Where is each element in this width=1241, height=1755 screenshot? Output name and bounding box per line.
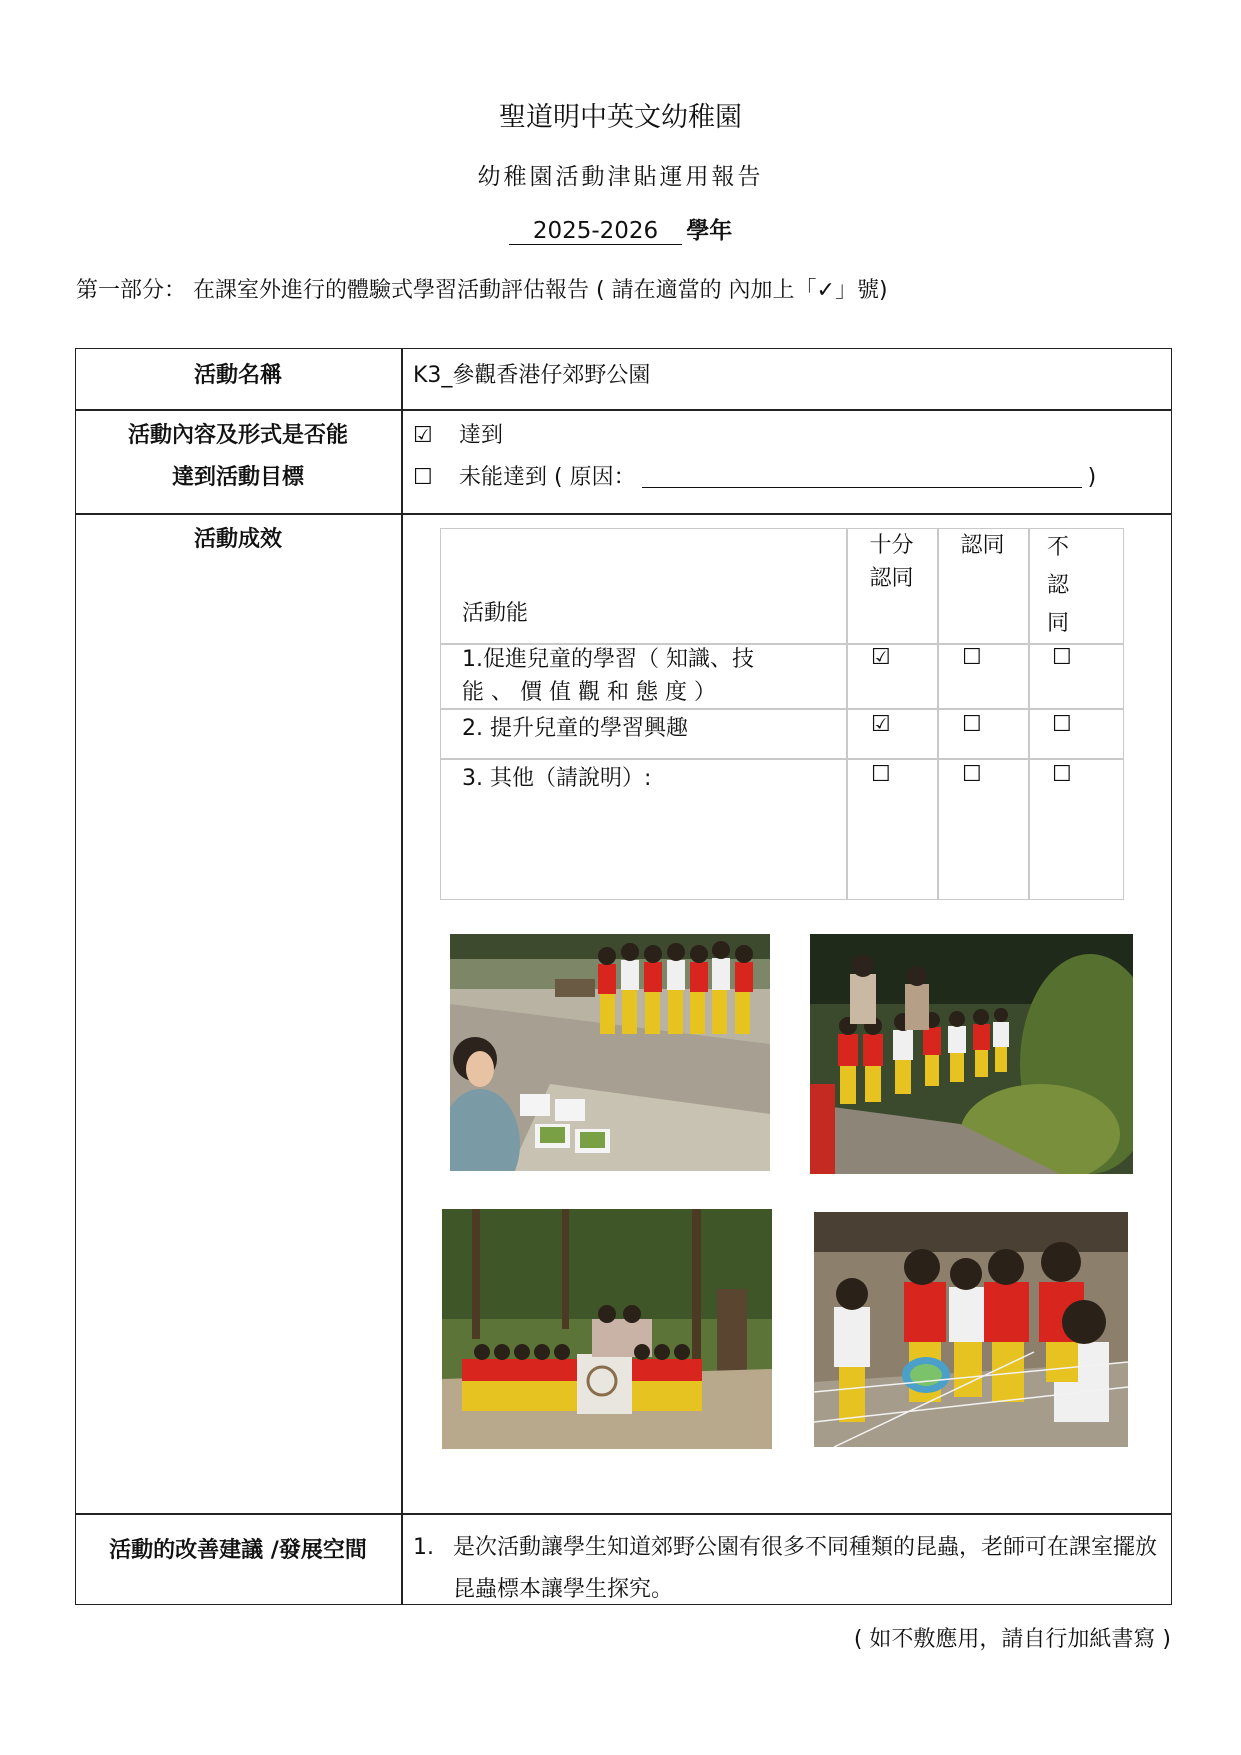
rating-row-divider-3 — [440, 758, 1124, 760]
col-strongly-agree-l1: 十分 — [869, 533, 914, 558]
row-1-disagree-checkbox[interactable]: ☐ — [1052, 645, 1072, 670]
table-column-divider — [401, 348, 403, 1605]
goal-label-line2: 達到活動目標 — [171, 465, 304, 490]
achieved-label: 達到 — [459, 423, 504, 448]
row-2-strongly-agree-checkbox[interactable]: ☑ — [871, 712, 891, 737]
activity-photo-4 — [814, 1212, 1128, 1447]
footer-note: ( 如不敷應用，請自行加紙書寫 ) — [853, 1627, 1171, 1652]
rating-row-2-label: 2. 提升兒童的學習興趣 — [462, 716, 688, 741]
col-strongly-agree — [846, 529, 937, 595]
not-achieved-checkbox[interactable]: ☐ — [413, 465, 433, 490]
improve-label: 活動的改善建議 /發展空間 — [109, 1538, 367, 1563]
activity-name-label: 活動名稱 — [193, 363, 282, 388]
activity-photo-1 — [450, 934, 770, 1171]
achieved-checkbox[interactable]: ☑ — [413, 423, 433, 448]
not-achieved-close: ) — [1087, 465, 1097, 490]
goal-label-line1: 活動內容及形式是否能 — [127, 423, 348, 448]
activity-photo-3 — [442, 1209, 772, 1449]
achieved-option — [413, 418, 503, 449]
rating-row-1-label — [462, 643, 754, 709]
rating-row-1-label-l1: 1.促進兒童的學習（ 知識、技 — [462, 647, 754, 672]
row-3-disagree-checkbox[interactable]: ☐ — [1052, 762, 1072, 787]
col-disagree-l1: 不 — [1046, 535, 1069, 560]
reason-blank-line[interactable] — [642, 465, 1082, 488]
school-year — [0, 212, 1241, 245]
rating-row-1-label-l2: 能 、 價 值 觀 和 態 度 ） — [462, 680, 716, 705]
improve-item-number: 1. — [413, 1535, 434, 1560]
row-1-strongly-agree-checkbox[interactable]: ☑ — [871, 645, 891, 670]
improve-item-1 — [413, 1527, 1163, 1611]
activity-photo-2 — [810, 934, 1133, 1174]
school-name: 聖道明中英文幼稚園 — [499, 102, 742, 133]
year-value: 2025-2026 — [509, 218, 682, 245]
part-title: 第一部分： 在課室外進行的體驗式學習活動評估報告 ( 請在適當的 內加上「✓」號) — [76, 278, 888, 303]
year-suffix: 學年 — [686, 218, 733, 244]
rating-col-divider-2 — [937, 528, 939, 900]
row-3-agree-checkbox[interactable]: ☐ — [962, 762, 982, 787]
not-achieved-label: 未能達到 ( 原因： — [459, 465, 636, 490]
improve-item-text: 是次活動讓學生知道郊野公園有很多不同種類的昆蟲，老師可在課室擺放昆蟲標本讓學生探究。 — [453, 1535, 1158, 1602]
col-disagree-l2: 認 — [1046, 573, 1069, 598]
rating-row-3-label: 3. 其他（請說明）: — [462, 766, 652, 791]
row-2-disagree-checkbox[interactable]: ☐ — [1052, 712, 1072, 737]
not-achieved-option — [413, 460, 1096, 491]
col-disagree-l3: 同 — [1046, 611, 1069, 636]
activity-name-value: K3_參觀香港仔郊野公園 — [413, 363, 651, 388]
row-2-agree-checkbox[interactable]: ☐ — [962, 712, 982, 737]
effect-label: 活動成效 — [193, 527, 282, 552]
row-divider-1 — [75, 409, 1172, 411]
row-1-agree-checkbox[interactable]: ☐ — [962, 645, 982, 670]
row-divider-2 — [75, 513, 1172, 515]
row-divider-3 — [75, 1513, 1172, 1515]
report-title: 幼稚園活動津貼運用報告 — [477, 164, 764, 190]
row-3-strongly-agree-checkbox[interactable]: ☐ — [871, 762, 891, 787]
col-disagree — [1028, 529, 1088, 643]
rating-corner-label: 活動能 — [462, 601, 529, 626]
col-strongly-agree-l2: 認同 — [869, 566, 914, 591]
col-agree: 認同 — [960, 533, 1005, 558]
